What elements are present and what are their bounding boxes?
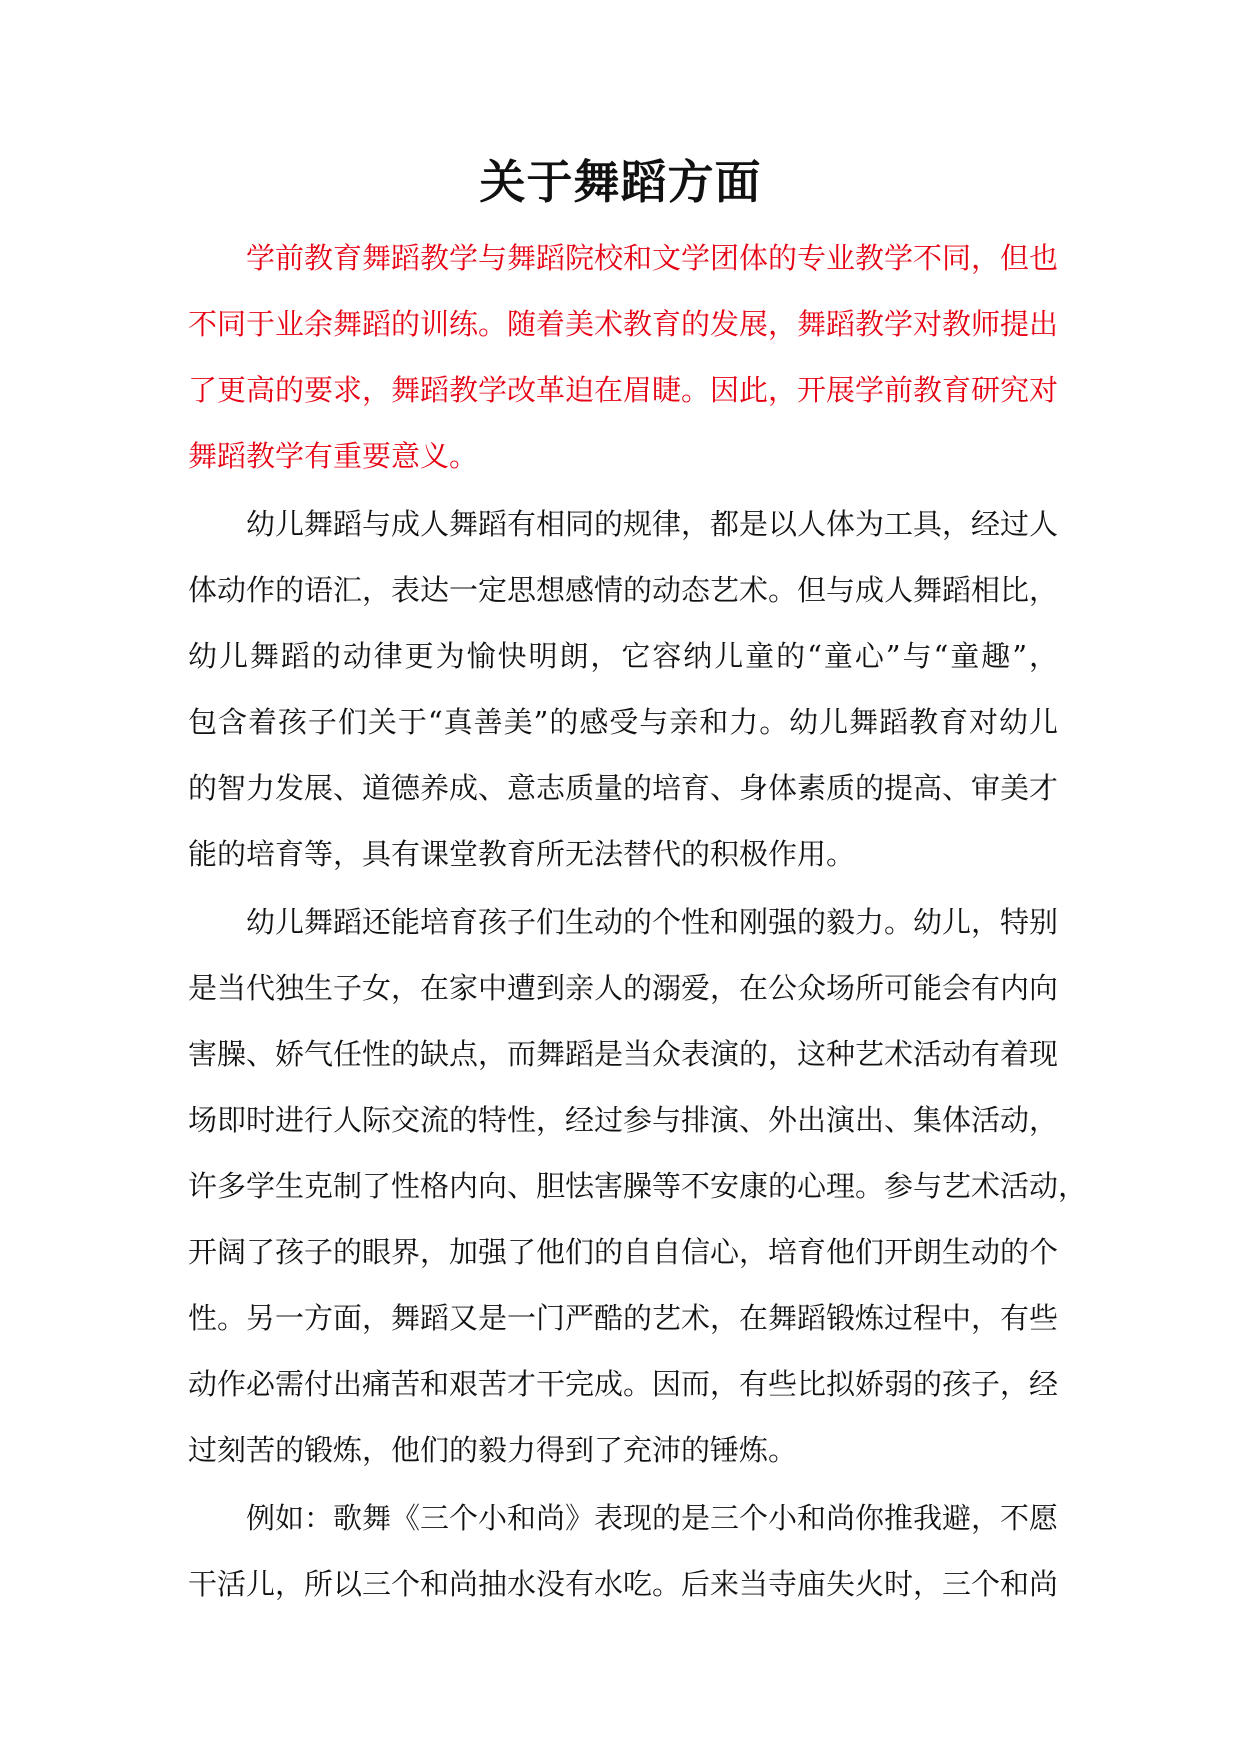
- paragraph-personality: [188, 889, 1088, 1483]
- paragraph-line: 性。另一方面，舞蹈又是一门严酷的艺术，在舞蹈锻炼过程中，有些: [188, 1301, 1059, 1335]
- paragraph-line: 了更高的要求，舞蹈教学改革迫在眉睫。因此，开展学前教育研究对: [188, 373, 1059, 407]
- paragraph-intro: [188, 225, 1058, 489]
- document-title: 关于舞蹈方面: [479, 155, 762, 209]
- paragraph-line: 场即时进行人际交流的特性，经过参与排演、外出演出、集体活动，: [188, 1103, 1059, 1137]
- paragraph-line: 开阔了孩子的眼界，加强了他们的自自信心，培育他们开朗生动的个: [188, 1235, 1059, 1269]
- paragraph-line: 包含着孩子们关于“真善美”的感受与亲和力。幼儿舞蹈教育对幼儿: [188, 705, 1058, 739]
- document-body: [188, 225, 1088, 1619]
- paragraph-line: 过刻苦的锻炼，他们的毅力得到了充沛的锤炼。: [188, 1433, 798, 1467]
- paragraph-line: 动作必需付出痛苦和艰苦才干完成。因而，有些比拟娇弱的孩子，经: [188, 1367, 1059, 1401]
- paragraph-line: 例如：歌舞《三个小和尚》表现的是三个小和尚你推我避，不愿: [246, 1501, 1059, 1535]
- paragraph-children-dance: [188, 491, 1058, 887]
- paragraph-line: 学前教育舞蹈教学与舞蹈院校和文学团体的专业教学不同，但也: [246, 241, 1059, 275]
- paragraph-line: 幼儿舞蹈的动律更为愉快明朗，它容纳儿童的“童心”与“童趣”，: [188, 639, 1058, 673]
- paragraph-line: 是当代独生子女，在家中遭到亲人的溺爱，在公众场所可能会有内向: [188, 971, 1059, 1005]
- paragraph-example: [188, 1485, 1058, 1617]
- paragraph-line: 干活儿，所以三个和尚抽水没有水吃。后来当寺庙失火时，三个和尚: [188, 1567, 1059, 1601]
- paragraph-line: 幼儿舞蹈还能培育孩子们生动的个性和刚强的毅力。幼儿，特别: [246, 905, 1059, 939]
- paragraph-line: 幼儿舞蹈与成人舞蹈有相同的规律，都是以人体为工具，经过人: [246, 507, 1059, 541]
- paragraph-line: 不同于业余舞蹈的训练。随着美术教育的发展，舞蹈教学对教师提出: [188, 307, 1059, 341]
- paragraph-line: 许多学生克制了性格内向、胆怯害臊等不安康的心理。参与艺术活动，: [188, 1169, 1088, 1203]
- paragraph-line: 的智力发展、道德养成、意志质量的培育、身体素质的提高、审美才: [188, 771, 1059, 805]
- paragraph-line: 害臊、娇气任性的缺点，而舞蹈是当众表演的，这种艺术活动有着现: [188, 1037, 1059, 1071]
- paragraph-line: 体动作的语汇，表达一定思想感情的动态艺术。但与成人舞蹈相比，: [188, 573, 1059, 607]
- paragraph-line: 舞蹈教学有重要意义。: [188, 439, 479, 473]
- paragraph-line: 能的培育等，具有课堂教育所无法替代的积极作用。: [188, 837, 856, 871]
